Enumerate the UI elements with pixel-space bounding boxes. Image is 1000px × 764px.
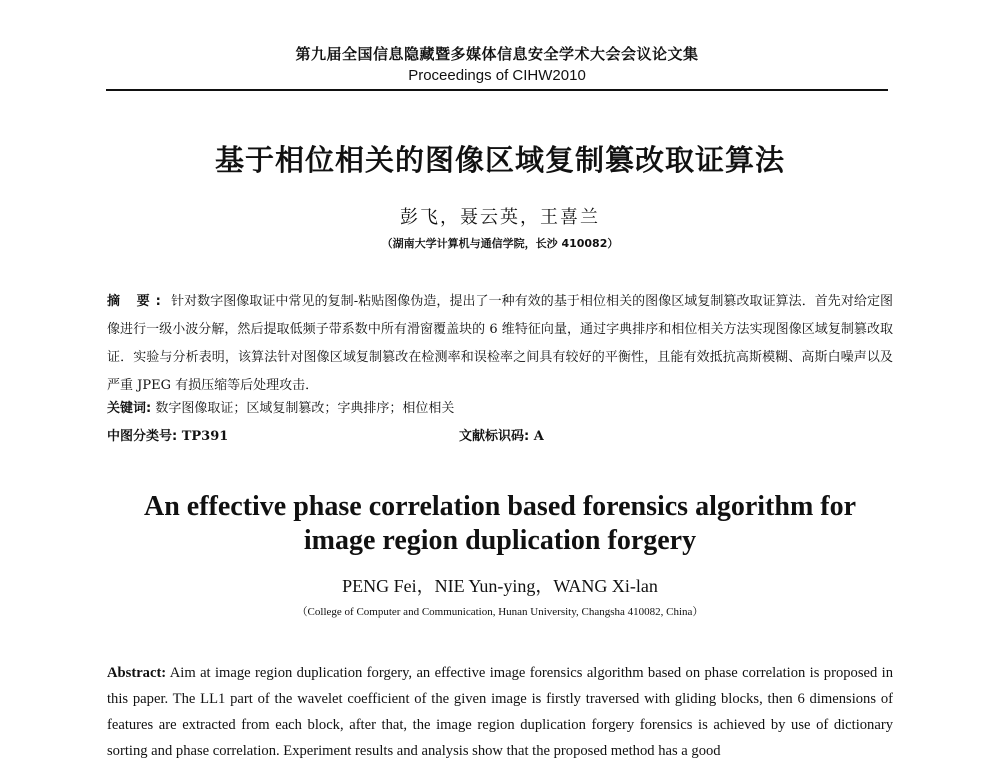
paper-title-cn: 基于相位相关的图像区域复制篡改取证算法 xyxy=(214,143,785,177)
proceedings-header xyxy=(106,44,888,86)
document-code-value: A xyxy=(533,429,544,444)
document-code xyxy=(459,426,544,448)
clc-label: 中图分类号: xyxy=(107,429,178,444)
clc-number xyxy=(107,426,228,448)
paper-title-en xyxy=(100,490,900,558)
keywords-cn xyxy=(107,398,893,420)
abstract-cn-text: 针对数字图像取证中常见的复制-粘贴图像伪造，提出了一种有效的基于相位相关的图像区域复制篡改取证算法．首先对给定图像进行一级小波分解，然后提取低频子带系数中所有滑窗覆盖块的 6 维特征向量，通过字典排序和相位相关方法实现图像区域复制篡改取证．实验与分析表明，该算法针对图像区域复制篡改在检测率和误检率之间具有较好的平衡性，且能有效抵抗高斯模糊、高斯白噪声以及严重 JPEG 有损压缩等后处理攻击． xyxy=(107,294,893,393)
header-divider xyxy=(106,89,888,91)
conference-title-en: Proceedings of CIHW2010 xyxy=(408,67,586,84)
conference-title-cn: 第九届全国信息隐藏暨多媒体信息安全学术大会会议论文集 xyxy=(295,45,699,63)
document-code-label: 文献标识码: xyxy=(459,429,530,444)
abstract-en-label: Abstract: xyxy=(107,665,167,681)
affiliation-en: （College of Computer and Communication, Hunan University, Changsha 410082, China） xyxy=(296,606,704,618)
keywords-cn-text: 数字图像取证；区域复制篡改；字典排序；相位相关 xyxy=(155,401,455,416)
abstract-cn-label: 摘 要: xyxy=(107,294,167,309)
abstract-en-text: Aim at image region duplication forgery, an effective image forensics algorithm based on phase correlation is proposed in this paper. The LL1 part of the wavelet coefficient of the given image is firstly traversed with gliding blocks, then 6 dimensions of features are extracted from each block, after that, the image region duplication forgery forensics is achieved by use of dictionary sorting and phase correlation. Experiment results and analysis show that the proposed method has a good xyxy=(107,665,894,759)
authors-cn: 彭飞，聂云英，王喜兰 xyxy=(400,207,600,228)
abstract-cn xyxy=(107,288,893,400)
abstract-en xyxy=(107,660,893,764)
paper-title-en-line2: image region duplication forgery xyxy=(303,525,697,556)
keywords-cn-label: 关键词: xyxy=(107,401,152,416)
affiliation-cn: （湖南大学计算机与通信学院，长沙 410082） xyxy=(381,237,619,250)
paper-title-en-line1: An effective phase correlation based forensics algorithm for xyxy=(143,491,857,522)
authors-en: PENG Fei，NIE Yun-ying，WANG Xi-lan xyxy=(342,576,658,596)
clc-value: TP391 xyxy=(181,429,229,444)
